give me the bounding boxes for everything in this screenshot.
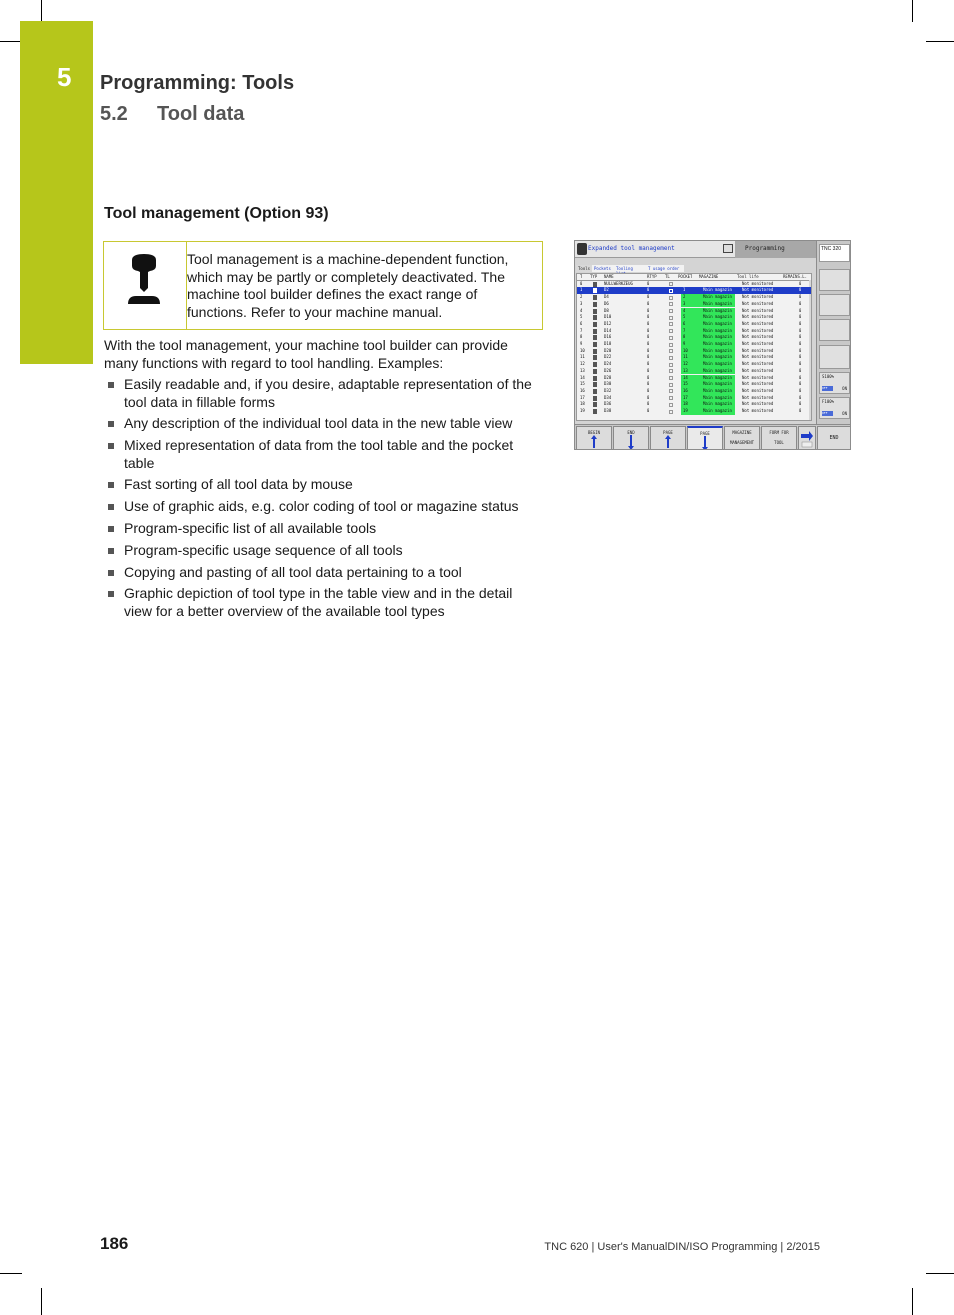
tool-type-icon xyxy=(593,362,597,367)
table-cell: 0 xyxy=(799,307,802,313)
crop-mark xyxy=(912,1288,913,1315)
table-cell: 0 xyxy=(799,394,802,400)
bullet-icon xyxy=(108,548,114,554)
table-row[interactable] xyxy=(577,388,812,395)
table-cell: 18 xyxy=(580,401,585,407)
table-cell: 0 xyxy=(799,280,802,286)
bullet-icon xyxy=(108,504,114,510)
table-row[interactable] xyxy=(577,314,812,321)
table-cell: 5 xyxy=(580,314,583,320)
tool-type-icon xyxy=(593,282,597,287)
table-cell: 0 xyxy=(647,387,650,393)
table-cell: 0 xyxy=(647,374,650,380)
mode-icon xyxy=(577,243,587,255)
table-cell: 19 xyxy=(683,408,688,413)
machine-view-button[interactable] xyxy=(819,269,850,291)
table-cell: 6 xyxy=(683,320,686,326)
note-box xyxy=(103,241,543,330)
bullet-icon xyxy=(108,482,114,488)
section-number: 5.2 xyxy=(100,103,128,125)
table-cell: D14 xyxy=(604,327,612,333)
table-cell: 11 xyxy=(683,354,688,360)
table-cell: Not monitored xyxy=(742,287,774,293)
table-cell: 17 xyxy=(580,394,585,400)
tool-type-icon xyxy=(593,349,597,354)
table-cell: Main magazin xyxy=(703,401,732,407)
table-cell: D26 xyxy=(604,367,612,373)
tool-axis-button[interactable] xyxy=(819,319,850,341)
table-row[interactable] xyxy=(577,294,812,301)
table-cell: 7 xyxy=(683,327,686,333)
table-cell: 0 xyxy=(799,327,802,333)
table-cell: 0 xyxy=(799,334,802,340)
table-cell: Main magazin xyxy=(703,354,732,360)
table-row[interactable] xyxy=(577,381,812,388)
table-cell: 0 xyxy=(799,314,802,320)
table-cell: Main magazin xyxy=(703,327,732,333)
table-cell: Main magazin xyxy=(703,374,732,380)
table-cell: 8 xyxy=(580,334,583,340)
table-cell: D38 xyxy=(604,408,612,413)
table-cell: 0 xyxy=(647,314,650,320)
crop-mark xyxy=(926,41,954,42)
table-cell: D8 xyxy=(604,307,609,313)
list-item: Mixed representation of data from the tool table and the pocket table xyxy=(104,437,544,472)
table-cell: Not monitored xyxy=(742,341,774,346)
feed-override[interactable]: F100% OFF ON xyxy=(819,397,850,419)
table-cell: 0 xyxy=(799,347,802,353)
table-cell: 7 xyxy=(580,327,583,333)
tool-type-icon xyxy=(593,402,597,407)
table-cell: Not monitored xyxy=(742,280,774,286)
table-cell: 0 xyxy=(647,294,650,300)
tool-type-icon xyxy=(593,382,597,387)
section-heading: Tool management (Option 93) xyxy=(104,205,329,222)
tl-checkbox[interactable] xyxy=(669,302,673,306)
table-cell: Main magazin xyxy=(703,341,732,346)
tool-type-icon xyxy=(593,409,597,414)
table-cell: Not monitored xyxy=(742,300,774,306)
table-cell: 0 xyxy=(647,347,650,353)
intro-paragraph: With the tool management, your machine tool builder can provide many functions with regard to tool handling. Examples: xyxy=(104,337,508,371)
table-cell: Not monitored xyxy=(742,307,774,313)
table-cell: 10 xyxy=(580,347,585,353)
table-cell: 16 xyxy=(683,387,688,393)
table-cell: Main magazin xyxy=(703,300,732,306)
screen-title: Expanded tool management xyxy=(588,245,675,252)
tool-type-icon xyxy=(593,295,597,300)
table-row[interactable] xyxy=(577,321,812,328)
tool-type-icon xyxy=(593,355,597,360)
list-item: Graphic depiction of tool type in the table view and in the detail view for a better overview of the available tool types xyxy=(104,585,544,620)
tl-checkbox[interactable] xyxy=(669,410,673,414)
table-row[interactable] xyxy=(577,281,812,288)
table-cell: 12 xyxy=(683,361,688,367)
tl-checkbox[interactable] xyxy=(669,356,673,360)
tab-tools[interactable]: Tools xyxy=(578,266,591,271)
table-cell: 0 xyxy=(647,408,650,413)
table-cell: Not monitored xyxy=(742,367,774,373)
table-cell: D4 xyxy=(604,294,609,300)
tl-checkbox[interactable] xyxy=(669,369,673,373)
table-cell: 0 xyxy=(647,381,650,387)
tool-type-icon xyxy=(593,315,597,320)
table-cell: 0 xyxy=(799,408,802,413)
table-row[interactable] xyxy=(577,408,812,415)
arrow-down-icon xyxy=(702,447,708,450)
arrow-down-icon xyxy=(628,446,634,450)
note-text: Tool management is a machine-dependent function, which may be partly or completely deactivated. The machine tool builder defines the exact range of functions. Refer to your machine manual. xyxy=(187,251,509,320)
table-cell: 8 xyxy=(683,334,686,340)
table-cell: 4 xyxy=(683,307,686,313)
table-cell: 4 xyxy=(580,307,583,313)
table-cell: 0 xyxy=(799,367,802,373)
tl-checkbox[interactable] xyxy=(669,363,673,367)
table-cell: Main magazin xyxy=(703,361,732,367)
section-title: Tool data xyxy=(157,103,245,125)
table-cell: Main magazin xyxy=(703,408,732,413)
table-cell: Main magazin xyxy=(703,381,732,387)
table-row[interactable] xyxy=(577,348,812,355)
list-item: Copying and pasting of all tool data pertaining to a tool xyxy=(104,564,544,582)
table-cell: 2 xyxy=(580,294,583,300)
table-cell: 9 xyxy=(683,341,686,346)
tl-checkbox[interactable] xyxy=(669,403,673,407)
table-cell: Not monitored xyxy=(742,334,774,340)
table-cell: 0 xyxy=(799,294,802,300)
tool-type-icon xyxy=(593,335,597,340)
table-cell: Not monitored xyxy=(742,327,774,333)
crop-mark xyxy=(926,1273,954,1274)
table-cell: 19 xyxy=(580,408,585,413)
spindle-view-button[interactable] xyxy=(819,294,850,316)
table-cell: 16 xyxy=(580,387,585,393)
bullet-icon xyxy=(108,526,114,532)
table-cell: 0 xyxy=(647,300,650,306)
programming-mode-panel xyxy=(735,241,816,258)
table-cell: 0 xyxy=(799,361,802,367)
list-item: Use of graphic aids, e.g. color coding of tool or magazine status xyxy=(104,498,544,516)
table-cell: 0 xyxy=(647,334,650,340)
table-row[interactable] xyxy=(577,361,812,368)
table-row[interactable] xyxy=(577,401,812,408)
table-cell: Not monitored xyxy=(742,394,774,400)
tl-checkbox[interactable] xyxy=(669,322,673,326)
table-cell: D24 xyxy=(604,361,612,367)
table-cell: D10 xyxy=(604,314,612,320)
table-cell: 0 xyxy=(647,394,650,400)
tool-type-icon xyxy=(593,369,597,374)
table-cell: Main magazin xyxy=(703,387,732,393)
crop-mark xyxy=(41,1288,42,1315)
table-cell: Not monitored xyxy=(742,408,774,413)
tl-checkbox[interactable] xyxy=(669,329,673,333)
tool-table xyxy=(576,273,812,421)
table-cell: Not monitored xyxy=(742,294,774,300)
tool-type-icon xyxy=(593,309,597,314)
tool-type-icon xyxy=(593,342,597,347)
tool-type-icon xyxy=(593,389,597,394)
table-cell: 0 xyxy=(799,300,802,306)
table-cell: Main magazin xyxy=(703,367,732,373)
table-cell: D2 xyxy=(604,287,609,293)
table-row[interactable] xyxy=(577,301,812,308)
table-row[interactable] xyxy=(577,308,812,315)
table-cell: 9 xyxy=(580,341,583,346)
table-cell: 14 xyxy=(683,374,688,380)
table-cell: D20 xyxy=(604,347,612,353)
table-cell: Not monitored xyxy=(742,354,774,360)
tnc-label: TNC 320 xyxy=(819,244,850,262)
table-cell: Main magazin xyxy=(703,320,732,326)
table-cell: Main magazin xyxy=(703,294,732,300)
tab-t-usage-order[interactable]: T usage order xyxy=(646,265,684,272)
table-cell: Not monitored xyxy=(742,387,774,393)
status-panel xyxy=(816,241,851,424)
table-cell: Main magazin xyxy=(703,314,732,320)
table-cell: 0 xyxy=(647,307,650,313)
table-cell: 1 xyxy=(580,287,583,293)
blank-button[interactable] xyxy=(819,345,850,369)
list-item: Program-specific list of all available tools xyxy=(104,520,544,538)
tool-type-icon xyxy=(593,329,597,334)
bullet-icon xyxy=(108,382,114,388)
crop-mark xyxy=(0,41,22,42)
table-row[interactable] xyxy=(577,395,812,402)
spindle-override[interactable]: S100% OFF ON xyxy=(819,372,850,394)
tool-type-icon xyxy=(593,396,597,401)
table-cell: Main magazin xyxy=(703,287,732,293)
tool-type-icon xyxy=(593,288,597,293)
table-cell: 10 xyxy=(683,347,688,353)
chapter-title: Programming: Tools xyxy=(100,72,295,94)
table-cell: D34 xyxy=(604,394,612,400)
table-cell: D36 xyxy=(604,401,612,407)
table-cell: 13 xyxy=(580,367,585,373)
table-cell: D28 xyxy=(604,374,612,380)
form-for-tool-softkey[interactable]: FORM FOR TOOL xyxy=(761,426,797,450)
table-cell: Not monitored xyxy=(742,374,774,380)
table-cell: D18 xyxy=(604,341,612,346)
table-cell: 0 xyxy=(647,327,650,333)
table-cell: 0 xyxy=(647,401,650,407)
table-cell: 0 xyxy=(580,280,583,286)
tab-tooling-list[interactable]: Tooling xyxy=(614,265,646,272)
tl-checkbox[interactable] xyxy=(669,383,673,387)
tl-checkbox[interactable] xyxy=(669,389,673,393)
table-cell: 5 xyxy=(683,314,686,320)
table-cell: 0 xyxy=(799,387,802,393)
table-cell: 18 xyxy=(683,401,688,407)
table-cell: Main magazin xyxy=(703,307,732,313)
page-number: 186 xyxy=(100,1234,129,1253)
next-softkey-row-button[interactable] xyxy=(798,426,816,450)
tool-type-icon xyxy=(593,302,597,307)
chapter-number: 5 xyxy=(57,62,72,92)
bullet-icon xyxy=(108,421,114,427)
table-row[interactable] xyxy=(577,341,812,348)
table-cell: 0 xyxy=(647,280,650,286)
table-cell: 0 xyxy=(799,341,802,346)
table-cell: Not monitored xyxy=(742,361,774,367)
table-cell: 0 xyxy=(647,287,650,293)
table-cell: 0 xyxy=(647,341,650,346)
table-cell: D30 xyxy=(604,381,612,387)
tl-checkbox[interactable] xyxy=(669,289,673,293)
table-cell: 0 xyxy=(799,374,802,380)
table-header: T TYP NAME RTYP TL POCKET MAGAZINE Tool life REMAINS.L. xyxy=(577,274,812,281)
crop-mark xyxy=(0,1273,22,1274)
magazine-management-softkey[interactable]: MAGAZINE MANAGEMENT xyxy=(724,426,760,450)
tab-pockets[interactable]: Pockets xyxy=(592,265,614,272)
table-cell: D32 xyxy=(604,387,612,393)
table-cell: 14 xyxy=(580,374,585,380)
list-item: Fast sorting of all tool data by mouse xyxy=(104,476,544,494)
table-cell: 0 xyxy=(647,361,650,367)
table-cell: 15 xyxy=(683,381,688,387)
tl-checkbox[interactable] xyxy=(669,316,673,320)
crop-mark xyxy=(41,0,42,22)
tl-checkbox[interactable] xyxy=(669,396,673,400)
list-item: Program-specific usage sequence of all tools xyxy=(104,542,544,560)
table-cell: Not monitored xyxy=(742,320,774,326)
table-row[interactable] xyxy=(577,368,812,375)
table-cell: Not monitored xyxy=(742,314,774,320)
crop-mark xyxy=(912,0,913,22)
table-cell: Main magazin xyxy=(703,334,732,340)
softkey-row xyxy=(575,424,851,450)
tl-checkbox[interactable] xyxy=(669,343,673,347)
table-cell: 0 xyxy=(799,401,802,407)
table-cell: 0 xyxy=(647,367,650,373)
table-row[interactable] xyxy=(577,328,812,335)
table-cell: Not monitored xyxy=(742,347,774,353)
machine-dependent-icon xyxy=(124,252,164,308)
table-cell: D6 xyxy=(604,300,609,306)
table-cell: 6 xyxy=(580,320,583,326)
end-softkey[interactable]: END xyxy=(817,426,851,450)
table-cell: 0 xyxy=(799,287,802,293)
table-cell: 0 xyxy=(799,381,802,387)
arrow-right-icon xyxy=(800,430,814,448)
table-cell: 13 xyxy=(683,367,688,373)
table-cell: 3 xyxy=(580,300,583,306)
tl-checkbox[interactable] xyxy=(669,336,673,340)
table-cell: D16 xyxy=(604,334,612,340)
tl-checkbox[interactable] xyxy=(669,376,673,380)
table-row[interactable] xyxy=(577,287,812,294)
page-up-softkey[interactable]: PAGE xyxy=(650,426,686,450)
program-icon xyxy=(723,244,733,253)
table-row[interactable] xyxy=(577,334,812,341)
table-cell: 1 xyxy=(683,287,686,293)
tool-type-icon xyxy=(593,376,597,381)
table-cell: NULLWERKZEUG xyxy=(604,280,633,286)
tl-checkbox[interactable] xyxy=(669,296,673,300)
table-cell: 2 xyxy=(683,294,686,300)
table-cell: 3 xyxy=(683,300,686,306)
page-down-softkey[interactable]: PAGE xyxy=(687,426,723,450)
tool-type-icon xyxy=(593,322,597,327)
mode-label: Programming xyxy=(745,245,785,252)
bullet-icon xyxy=(108,443,114,449)
feature-list xyxy=(104,376,544,625)
table-cell: 15 xyxy=(580,381,585,387)
table-cell: 17 xyxy=(683,394,688,400)
tl-checkbox[interactable] xyxy=(669,282,673,286)
screen-header xyxy=(575,241,816,258)
table-cell: D22 xyxy=(604,354,612,360)
footer-text: TNC 620 | User's ManualDIN/ISO Programming | 2/2015 xyxy=(544,1241,820,1253)
list-item: Easily readable and, if you desire, adaptable representation of the tool data in fillable forms xyxy=(104,376,544,411)
end-page-softkey[interactable]: END xyxy=(613,426,649,450)
table-cell: 12 xyxy=(580,361,585,367)
table-cell: 0 xyxy=(799,320,802,326)
table-cell: Main magazin xyxy=(703,394,732,400)
table-row[interactable] xyxy=(577,375,812,382)
begin-softkey[interactable]: BEGIN xyxy=(576,426,612,450)
section-header xyxy=(100,103,244,126)
list-item: Any description of the individual tool data in the new table view xyxy=(104,415,544,433)
table-cell: D12 xyxy=(604,320,612,326)
table-cell: 11 xyxy=(580,354,585,360)
table-cell: Not monitored xyxy=(742,381,774,387)
table-cell: 0 xyxy=(647,320,650,326)
table-cell: 0 xyxy=(799,354,802,360)
tl-checkbox[interactable] xyxy=(669,349,673,353)
table-cell: Not monitored xyxy=(742,401,774,407)
tl-checkbox[interactable] xyxy=(669,309,673,313)
table-row[interactable] xyxy=(577,354,812,361)
bullet-icon xyxy=(108,591,114,597)
table-cell: 0 xyxy=(647,354,650,360)
table-cell: Main magazin xyxy=(703,347,732,353)
tool-management-screenshot xyxy=(574,240,851,450)
bullet-icon xyxy=(108,570,114,576)
